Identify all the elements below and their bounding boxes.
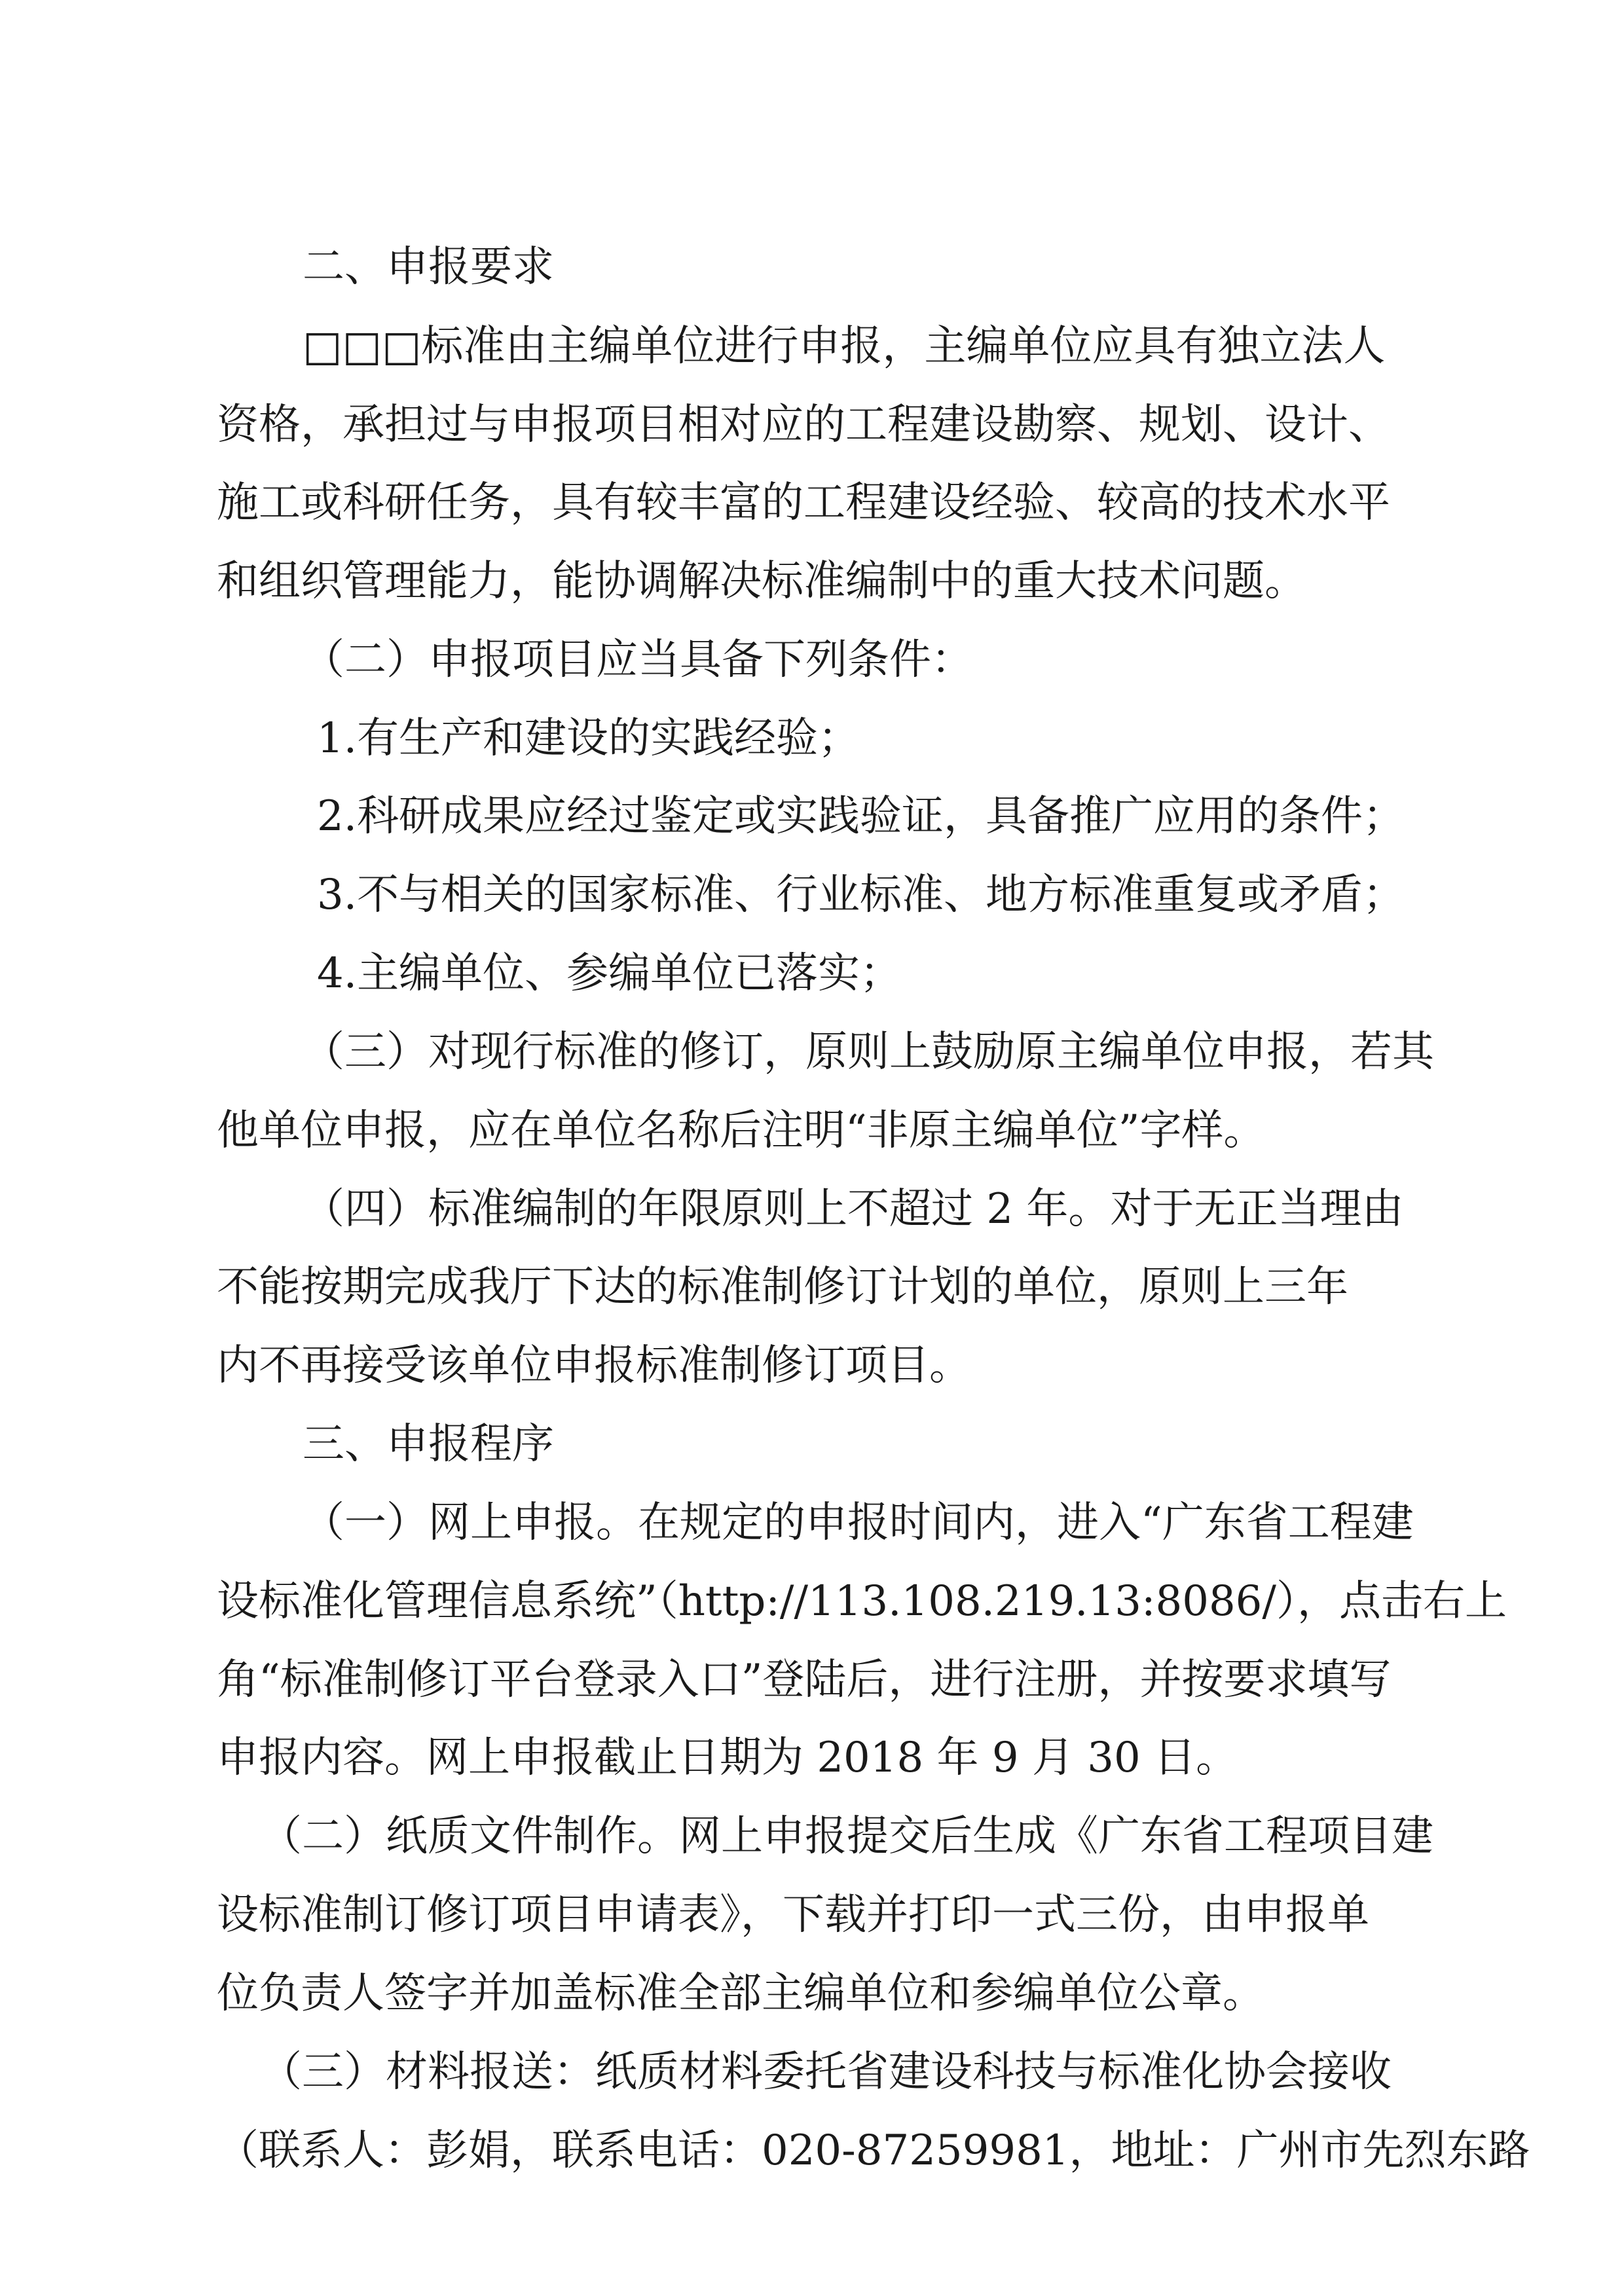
paragraph-line: （三）对现行标准的修订，原则上鼓励原主编单位申报，若其 <box>303 1028 1434 1076</box>
section-heading-application-procedure: 三、申报程序 <box>303 1420 554 1468</box>
paragraph-line: 角“标准制修订平台登录入口”登陆后，进行注册，并按要求填写 <box>217 1656 1392 1704</box>
paragraph-line: □□□标准由主编单位进行申报，主编单位应具有独立法人 <box>303 322 1386 371</box>
paragraph-line: 施工或科研任务，具有较丰富的工程建设经验、较高的技术水平 <box>217 479 1390 527</box>
list-item: 4.主编单位、参编单位已落实； <box>317 949 902 998</box>
paragraph-line: （三）材料报送：纸质材料委托省建设科技与标准化协会接收 <box>260 2048 1392 2096</box>
list-item: 1.有生产和建设的实践经验； <box>317 714 860 763</box>
paragraph-line: 资格，承担过与申报项目相对应的工程建设勘察、规划、设计、 <box>217 401 1390 449</box>
paragraph-line: 设标准化管理信息系统”（http://113.108.219.13:8086/），点击右上 <box>217 1577 1507 1626</box>
paragraph-line: （一）网上申报。在规定的申报时间内，进入“广东省工程建 <box>303 1499 1414 1547</box>
list-item: 3.不与相关的国家标准、行业标准、地方标准重复或矛盾； <box>317 871 1405 919</box>
paragraph-line: 他单位申报，应在单位名称后注明“非原主编单位”字样。 <box>217 1106 1266 1155</box>
paragraph-line: 内不再接受该单位申报标准制修订项目。 <box>217 1341 971 1390</box>
paragraph-line: 和组织管理能力，能协调解决标准编制中的重大技术问题。 <box>217 557 1306 606</box>
paragraph-line: 设标准制订修订项目申请表》，下载并打印一式三份，由申报单 <box>217 1891 1369 1939</box>
paragraph-line: （二）申报项目应当具备下列条件： <box>303 636 973 684</box>
section-heading-application-requirements: 二、申报要求 <box>303 243 554 291</box>
list-item: 2.科研成果应经过鉴定或实践验证，具备推广应用的条件； <box>317 792 1405 841</box>
paragraph-line: 不能按期完成我厅下达的标准制修订计划的单位，原则上三年 <box>217 1263 1348 1311</box>
paragraph-line: （联系人：彭娟，联系电话：020-87259981，地址：广州市先烈东路 <box>217 2126 1530 2175</box>
paragraph-line: （四）标准编制的年限原则上不超过 2 年。对于无正当理由 <box>303 1185 1404 1233</box>
paragraph-line: 位负责人签字并加盖标准全部主编单位和参编单位公章。 <box>217 1969 1264 2018</box>
paragraph-line: 申报内容。网上申报截止日期为 2018 年 9 月 30 日。 <box>217 1734 1238 1782</box>
paragraph-line: （二）纸质文件制作。网上申报提交后生成《广东省工程项目建 <box>260 1812 1433 1861</box>
